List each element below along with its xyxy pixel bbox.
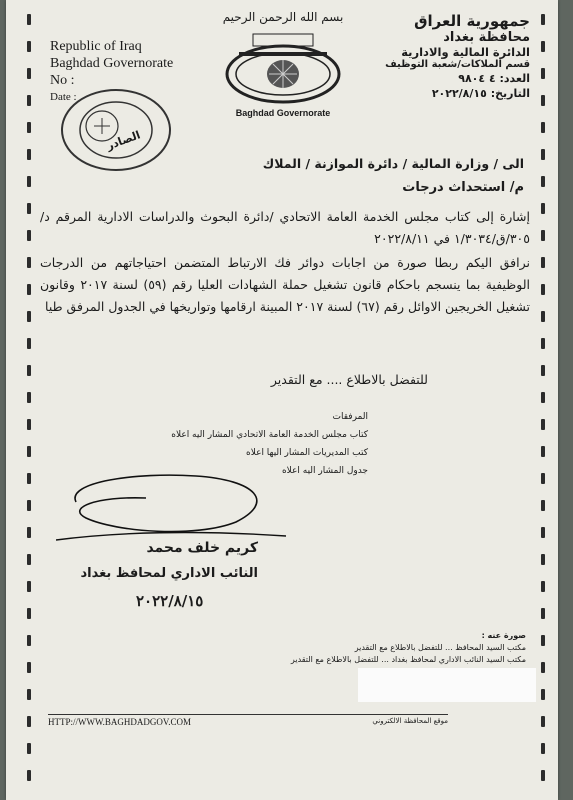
perforation-mark (541, 770, 545, 781)
perforation-mark (541, 716, 545, 727)
perforation-mark (541, 635, 545, 646)
perforation-mark (27, 338, 31, 349)
footer-site-label: موقع المحافظة الالكتروني (372, 717, 448, 725)
perforation-mark (27, 446, 31, 457)
recipient-line: الى / وزارة المالية / دائرة الموازنة / الملاك (262, 156, 524, 171)
perforation-mark (541, 41, 545, 52)
perforation-mark (27, 122, 31, 133)
emblem-caption: Baghdad Governorate (235, 108, 331, 118)
perforation-mark (541, 149, 545, 160)
copy-item: مكتب السيد النائب الاداري لمحافظ بغداد ... للتفضل بالاطلاع مع التقدير (290, 655, 526, 664)
copy-label: صورة عنه : (481, 631, 526, 640)
document-page (6, 0, 558, 800)
perforation-right (540, 0, 548, 800)
closing-line: للتفضل بالاطلاع .... مع التقدير (270, 372, 428, 387)
perforation-mark (27, 743, 31, 754)
perforation-mark (27, 257, 31, 268)
perforation-mark (27, 41, 31, 52)
perforation-mark (27, 473, 31, 484)
perforation-mark (27, 581, 31, 592)
perforation-mark (541, 257, 545, 268)
perforation-mark (541, 554, 545, 565)
attachments-label: المرفقات (332, 412, 368, 422)
emblem-logo-icon (209, 10, 357, 120)
stamp-seal-icon (54, 82, 184, 182)
perforation-mark (27, 500, 31, 511)
perforation-mark (27, 662, 31, 673)
attachment-item: كتاب مجلس الخدمة العامة الاتحادي المشار اليه اعلاه (171, 430, 368, 440)
attachment-item: كتب المديريات المشار اليها اعلاه (245, 448, 368, 458)
perforation-mark (27, 554, 31, 565)
perforation-mark (27, 689, 31, 700)
perforation-mark (27, 365, 31, 376)
header-ar-line4: قسم الملاكات/شعبة التوظيف (385, 59, 530, 70)
header-en-line2: Baghdad Governorate (50, 56, 174, 71)
subject-line: م/ استحداث درجات (402, 180, 524, 195)
perforation-mark (541, 230, 545, 241)
perforation-mark (541, 311, 545, 322)
perforation-mark (27, 635, 31, 646)
perforation-mark (27, 95, 31, 106)
perforation-mark (27, 176, 31, 187)
perforation-mark (541, 14, 545, 25)
perforation-mark (541, 743, 545, 754)
perforation-mark (27, 230, 31, 241)
perforation-mark (27, 527, 31, 538)
perforation-mark (541, 419, 545, 430)
copy-item: مكتب السيد المحافظ ... للتفضل بالاطلاع مع التقدير (354, 643, 526, 652)
perforation-mark (541, 689, 545, 700)
perforation-mark (27, 716, 31, 727)
official-stamp (54, 82, 184, 182)
header-arabic (385, 12, 530, 100)
document-date: التاريخ: ٢٠٢٢/٨/١٥ (431, 87, 530, 100)
footer-url[interactable]: HTTP://WWW.BAGHDADGOV.COM (48, 717, 192, 727)
perforation-mark (541, 365, 545, 376)
signature-date: ٢٠٢٢/٨/١٥ (136, 592, 204, 610)
perforation-mark (541, 95, 545, 106)
perforation-mark (27, 149, 31, 160)
perforation-mark (541, 68, 545, 79)
perforation-mark (541, 392, 545, 403)
perforation-mark (27, 203, 31, 214)
perforation-mark (541, 473, 545, 484)
perforation-mark (27, 14, 31, 25)
paragraph-body: نرافق اليكم ربطا صورة من اجابات دوائر فك الارتباط المتضمن احتياجاتهم من الدرجات الوظيفية بما ينسجم باحكام قانون تشغيل حملة الشهادات العليا رقم (٥٩) لسنة ٢٠١٧ وقانون تشغيل الخريجين الاوائل رقم (٦٧) لسنة ٢٠١٧ المبينة ارقامها وتواريخها في الجدول المرفق طيا (40, 255, 530, 314)
perforation-mark (541, 122, 545, 133)
paragraph-reference: إشارة إلى كتاب مجلس الخدمة العامة الاتحادي /دائرة البحوث والدراسات الادارية المرقم د/٣٠٥/ق/١/٣٠٣٤ في ٢٠٢٢/٨/١١ (40, 209, 530, 246)
basmala-text: بسم الله الرحمن الرحيم (222, 10, 344, 24)
perforation-mark (541, 662, 545, 673)
perforation-mark (541, 527, 545, 538)
document-number: العدد: ٤ ٩٨٠٤ (458, 72, 530, 85)
header-en-date: Date : (50, 91, 77, 103)
perforation-mark (27, 608, 31, 619)
perforation-mark (541, 338, 545, 349)
perforation-mark (541, 446, 545, 457)
header-ar-line3: الدائرة المالية والادارية (401, 45, 530, 59)
perforation-mark (27, 284, 31, 295)
footer (48, 714, 448, 727)
perforation-mark (27, 68, 31, 79)
perforation-mark (27, 419, 31, 430)
attachment-item: جدول المشار اليه اعلاه (281, 466, 368, 476)
signatory-name: كريم خلف محمد (146, 540, 258, 556)
perforation-mark (541, 176, 545, 187)
perforation-mark (541, 581, 545, 592)
perforation-mark (27, 392, 31, 403)
redaction-box (358, 668, 536, 702)
header-ar-line1: جمهورية العراق (414, 12, 530, 30)
stamp-text: الصادر (104, 128, 143, 153)
signatory-title: النائب الاداري لمحافظ بغداد (80, 566, 258, 581)
handwritten-signature (56, 462, 296, 552)
header-en-line1: Republic of Iraq (50, 39, 142, 54)
perforation-mark (27, 311, 31, 322)
perforation-mark (27, 770, 31, 781)
perforation-mark (541, 203, 545, 214)
header-ar-line2: محافظة بغداد (443, 30, 530, 45)
perforation-mark (541, 608, 545, 619)
perforation-mark (541, 284, 545, 295)
governorate-emblem (209, 10, 357, 120)
perforation-mark (541, 500, 545, 511)
perforation-left (26, 0, 34, 800)
header-en-no: No : (50, 73, 75, 88)
